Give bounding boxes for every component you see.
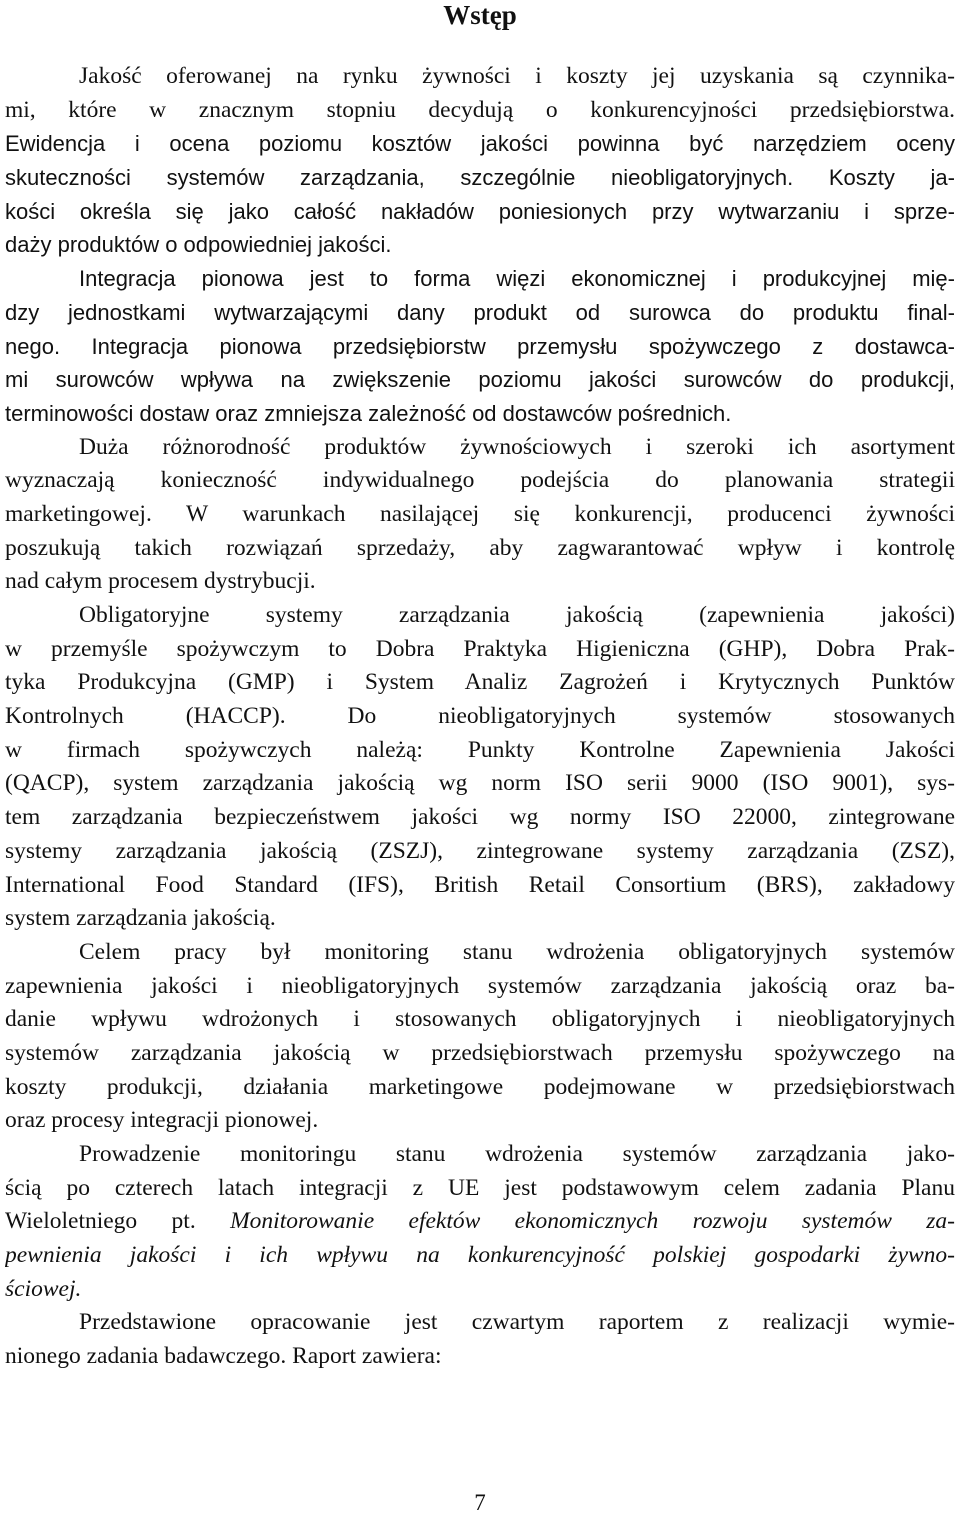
text-line <box>5 734 955 768</box>
body-text <box>5 60 955 1374</box>
text-line-plain: Kontrolnych (HACCP). Do nieobligatoryjnych systemów stosowanych <box>5 703 955 730</box>
text-line-plain: system zarządzania jakością. <box>5 905 276 932</box>
text-line <box>5 1037 955 1071</box>
text-line <box>5 869 955 903</box>
document-page <box>5 0 955 1521</box>
text-line-plain: w przemyśle spożywczym to Dobra Praktyka Higieniczna (GHP), Dobra Prak- <box>5 635 955 662</box>
text-line <box>5 599 955 633</box>
text-line <box>5 498 955 532</box>
text-line <box>5 1273 955 1307</box>
text-line-plain: Obligatoryjne systemy zarządzania jakością (zapewnienia jakości) <box>79 602 955 628</box>
text-line-plain: oraz procesy integracji pionowej. <box>5 1107 319 1134</box>
text-line <box>5 666 955 700</box>
text-line-plain: Celem pracy był monitoring stanu wdrożenia obligatoryjnych systemów <box>79 938 955 965</box>
text-line <box>5 296 955 330</box>
text-line-italic: ściowej. <box>5 1275 82 1302</box>
text-line-plain: poszukują takich rozwiązań sprzedaży, aby zagwarantować wpływ i kontrolę <box>5 534 955 561</box>
text-line-plain: daży produktów o odpowiedniej jakości. <box>5 232 392 258</box>
text-line <box>5 835 955 869</box>
text-line <box>5 902 955 936</box>
text-line-plain: systemy zarządzania jakością (ZSZJ), zintegrowane systemy zarządzania (ZSZ), <box>5 837 955 864</box>
text-line-italic: pewnienia jakości i ich wpływu na konkurencyjność polskiej gospodarki żywno- <box>5 1242 955 1269</box>
text-line-plain: kości określa się jako całość nakładów poniesionych przy wytwarzaniu i sprze- <box>5 198 955 224</box>
text-line-plain: nionego zadania badawczego. Raport zawiera: <box>5 1343 442 1370</box>
page-number: 7 <box>474 1490 486 1515</box>
text-line <box>5 1071 955 1105</box>
text-line-plain: mi surowców wpływa na zwiększenie poziomu jakości surowców do produkcji, <box>5 367 955 393</box>
text-line <box>5 1205 955 1239</box>
text-line <box>5 1172 955 1206</box>
text-line-plain: zapewnienia jakości i nieobligatoryjnych systemów zarządzania jakością oraz ba- <box>5 972 955 999</box>
text-line-plain: tem zarządzania bezpieczeństwem jakości wg normy ISO 22000, zintegrowane <box>5 804 955 831</box>
text-line <box>5 1003 955 1037</box>
text-line-plain: mi, które w znacznym stopniu decydują o konkurencyjności przedsiębiorstwa. <box>5 96 955 123</box>
text-line-plain: systemów zarządzania jakością w przedsiębiorstwach przemysłu spożywczego na <box>5 1039 955 1066</box>
text-line <box>5 633 955 667</box>
text-line <box>5 1138 955 1172</box>
text-line-plain: Prowadzenie monitoringu stanu wdrożenia systemów zarządzania jako- <box>79 1141 955 1167</box>
text-line <box>5 60 955 94</box>
text-line <box>5 228 955 262</box>
text-line-plain: koszty produkcji, działania marketingowe podejmowane w przedsiębiorstwach <box>5 1073 955 1100</box>
text-line-plain: w firmach spożywczych należą: Punkty Kontrolne Zapewnienia Jakości <box>5 736 955 763</box>
text-line <box>5 195 955 229</box>
text-line <box>5 431 955 465</box>
text-line-plain: Jakość oferowanej na rynku żywności i koszty jej uzyskania są czynnika- <box>79 63 955 89</box>
text-line <box>5 936 955 970</box>
text-line <box>5 464 955 498</box>
text-line-plain: skuteczności systemów zarządzania, szczególnie nieobligatoryjnych. Koszty ja- <box>5 165 955 191</box>
text-line <box>5 363 955 397</box>
text-line-plain: dzy jednostkami wytwarzającymi dany produkt od surowca do produktu final- <box>5 299 955 325</box>
text-line-plain: nego. Integracja pionowa przedsiębiorstw przemysłu spożywczego z dostawca- <box>5 333 955 359</box>
text-line-plain: tyka Produkcyjna (GMP) i System Analiz Zagrożeń i Krytycznych Punktów <box>5 669 955 696</box>
text-line <box>5 161 955 195</box>
text-line <box>5 1340 955 1374</box>
text-line-plain: marketingowej. W warunkach nasilającej się konkurencji, producenci żywności <box>5 500 955 527</box>
text-line-plain: danie wpływu wdrożonych i stosowanych obligatoryjnych i nieobligatoryjnych <box>5 1006 955 1033</box>
text-line-plain: terminowości dostaw oraz zmniejsza zależność od dostawców pośrednich. <box>5 400 732 426</box>
text-line <box>5 767 955 801</box>
text-line <box>5 801 955 835</box>
text-line-plain: ścią po czterech latach integracji z UE jest podstawowym celem zadania Planu <box>5 1174 955 1201</box>
text-line <box>5 1306 955 1340</box>
text-line-plain: nad całym procesem dystrybucji. <box>5 568 316 595</box>
text-line <box>5 127 955 161</box>
text-line-plain: Wieloletniego pt. <box>5 1208 231 1235</box>
text-line <box>5 397 955 431</box>
text-line-plain: Integracja pionowa jest to forma więzi ekonomicznej i produkcyjnej mię- <box>79 266 955 292</box>
text-line-plain: (QACP), system zarządzania jakością wg norm ISO serii 9000 (ISO 9001), sys- <box>5 770 955 797</box>
text-line-plain: Duża różnorodność produktów żywnościowych i szeroki ich asortyment <box>79 433 955 460</box>
text-line <box>5 970 955 1004</box>
page-title: Wstęp <box>443 0 517 30</box>
text-line <box>5 94 955 128</box>
text-line-plain: International Food Standard (IFS), British Retail Consortium (BRS), zakładowy <box>5 871 955 898</box>
text-line-plain: Przedstawione opracowanie jest czwartym raportem z realizacji wymie- <box>79 1309 955 1336</box>
text-line-plain: wyznaczają konieczność indywidualnego podejścia do planowania strategii <box>5 467 955 494</box>
text-line <box>5 1104 955 1138</box>
text-line <box>5 330 955 364</box>
text-line <box>5 700 955 734</box>
text-line <box>5 262 955 296</box>
text-line <box>5 1239 955 1273</box>
text-line-italic: Monitorowanie efektów ekonomicznych rozwoju systemów za- <box>230 1208 955 1235</box>
text-line <box>5 532 955 566</box>
text-line <box>5 565 955 599</box>
text-line-plain: Ewidencja i ocena poziomu kosztów jakości powinna być narzędziem oceny <box>5 131 955 157</box>
